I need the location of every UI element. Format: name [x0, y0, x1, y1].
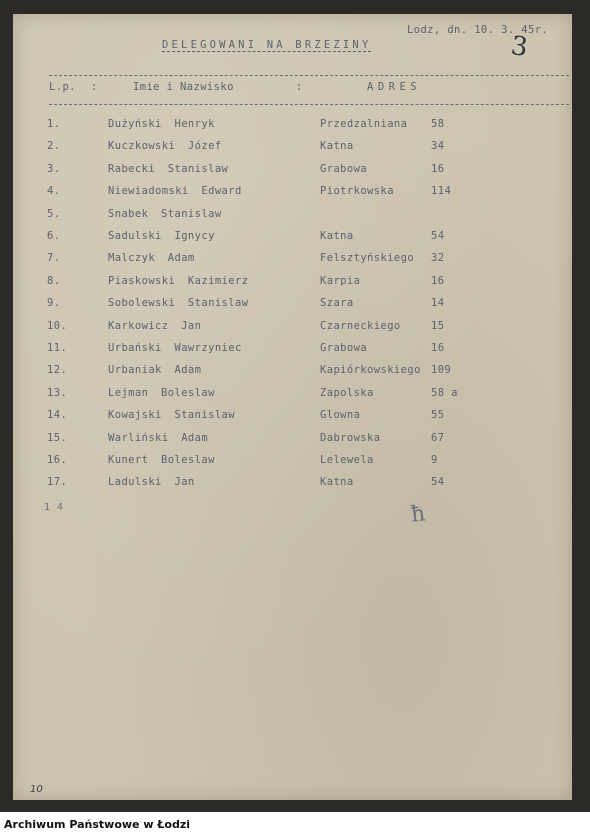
row-house-number: 16 [431, 274, 445, 287]
row-number: 11. [47, 342, 68, 354]
row-house-number: 54 [431, 230, 445, 242]
row-number: 7. [47, 252, 61, 265]
row-number: 2. [47, 140, 61, 153]
table-row [13, 140, 572, 156]
table-row [13, 208, 572, 224]
row-street: Grabowa [320, 342, 368, 354]
row-street: Lelewela [320, 454, 374, 466]
header-separator: : [296, 81, 303, 93]
row-number: 13. [47, 386, 68, 399]
header-lp: L.p. [49, 81, 76, 93]
table-row [13, 275, 572, 291]
table-row [13, 320, 572, 336]
row-name: Rabecki Stanislaw [108, 162, 229, 175]
table-row [13, 342, 572, 358]
row-street: Katna [320, 230, 354, 242]
table-row [13, 476, 572, 492]
row-house-number: 54 [431, 476, 445, 489]
row-house-number: 58 [431, 118, 445, 130]
row-number: 15. [47, 431, 68, 444]
row-street: Glowna [320, 409, 361, 422]
row-street: Dabrowska [320, 431, 381, 444]
row-house-number: 109 [431, 364, 452, 377]
row-house-number: 67 [431, 431, 445, 444]
row-name: Sadulski Ignycy [108, 230, 215, 242]
row-house-number: 16 [431, 342, 445, 354]
table-row [13, 432, 572, 448]
row-name: Snabek Stanislaw [108, 207, 222, 220]
row-street: Zapolska [320, 386, 374, 399]
row-house-number: 14 [431, 297, 445, 310]
row-house-number: 15 [431, 319, 445, 332]
row-house-number: 16 [431, 162, 445, 175]
row-street: Karpia [320, 274, 361, 287]
header-separator: : [91, 81, 98, 93]
row-name: Dużyński Henryk [108, 118, 215, 130]
table-row [13, 409, 572, 425]
handwritten-number: 3 [508, 30, 530, 64]
row-name: Niewiadomski Edward [108, 185, 242, 198]
row-number: 16. [47, 454, 68, 466]
row-name: Kuczkowski Józef [108, 140, 222, 153]
table-row [13, 163, 572, 179]
row-name: Kunert Boleslaw [108, 454, 215, 466]
table-row [13, 230, 572, 246]
document-title: DELEGOWANI NA BRZEZINY [162, 39, 372, 51]
row-number: 1. [47, 118, 61, 130]
row-house-number: 58 a [431, 386, 458, 399]
header-name: Imie i Nazwisko [133, 81, 234, 93]
row-street: Katna [320, 476, 354, 489]
table-row [13, 454, 572, 470]
row-number: 9. [47, 297, 61, 310]
table-body [13, 14, 572, 800]
header-address: ADRES [367, 81, 422, 93]
row-number: 8. [47, 274, 61, 287]
document-page [13, 14, 572, 800]
table-row [13, 118, 572, 134]
row-street: Katna [320, 140, 354, 153]
pencil-scribble: ħ [409, 501, 427, 528]
row-name: Karkowicz Jan [108, 319, 202, 332]
row-name: Kowajski Stanislaw [108, 409, 235, 422]
row-name: Lejman Boleslaw [108, 386, 215, 399]
row-name: Ladulski Jan [108, 476, 195, 489]
page-number: 10 [30, 784, 43, 795]
row-number: 12. [47, 364, 68, 377]
table-row [13, 387, 572, 403]
row-street: Felsztyńskiego [320, 252, 415, 265]
row-name: Malczyk Adam [108, 252, 195, 265]
row-street: Przedzalniana [320, 118, 408, 130]
row-house-number: 9 [431, 454, 438, 466]
row-number: 6. [47, 230, 61, 242]
row-street: Grabowa [320, 162, 368, 175]
archive-footer [0, 812, 590, 840]
table-row [13, 185, 572, 201]
row-number: 4. [47, 185, 61, 198]
row-number: 17. [47, 476, 68, 489]
table-row [13, 297, 572, 313]
document-date: Lodz, dn. 10. 3. 45r. [407, 24, 549, 36]
row-name: Piaskowski Kazimierz [108, 274, 249, 287]
row-street: Szara [320, 297, 354, 310]
archive-label: Archiwum Państwowe w Łodzi [4, 818, 191, 831]
row-house-number: 32 [431, 252, 445, 265]
row-name: Sobolewski Stanislaw [108, 297, 249, 310]
row-house-number: 55 [431, 409, 445, 422]
row-number: 3. [47, 162, 61, 175]
table-row [13, 364, 572, 380]
row-name: Warliński Adam [108, 431, 209, 444]
row-street: Piotrkowska [320, 185, 394, 198]
row-street: Czarneckiego [320, 319, 401, 332]
row-house-number: 34 [431, 140, 445, 153]
row-number: 10. [47, 319, 68, 332]
table-row [13, 252, 572, 268]
footer-mark: 1 4 [44, 502, 64, 513]
row-name: Urbaniak Adam [108, 364, 202, 377]
row-house-number: 114 [431, 185, 452, 198]
row-number: 14. [47, 409, 68, 422]
row-street: Kapiórkowskiego [320, 364, 421, 377]
row-name: Urbański Wawrzyniec [108, 342, 242, 354]
row-number: 5. [47, 207, 61, 220]
